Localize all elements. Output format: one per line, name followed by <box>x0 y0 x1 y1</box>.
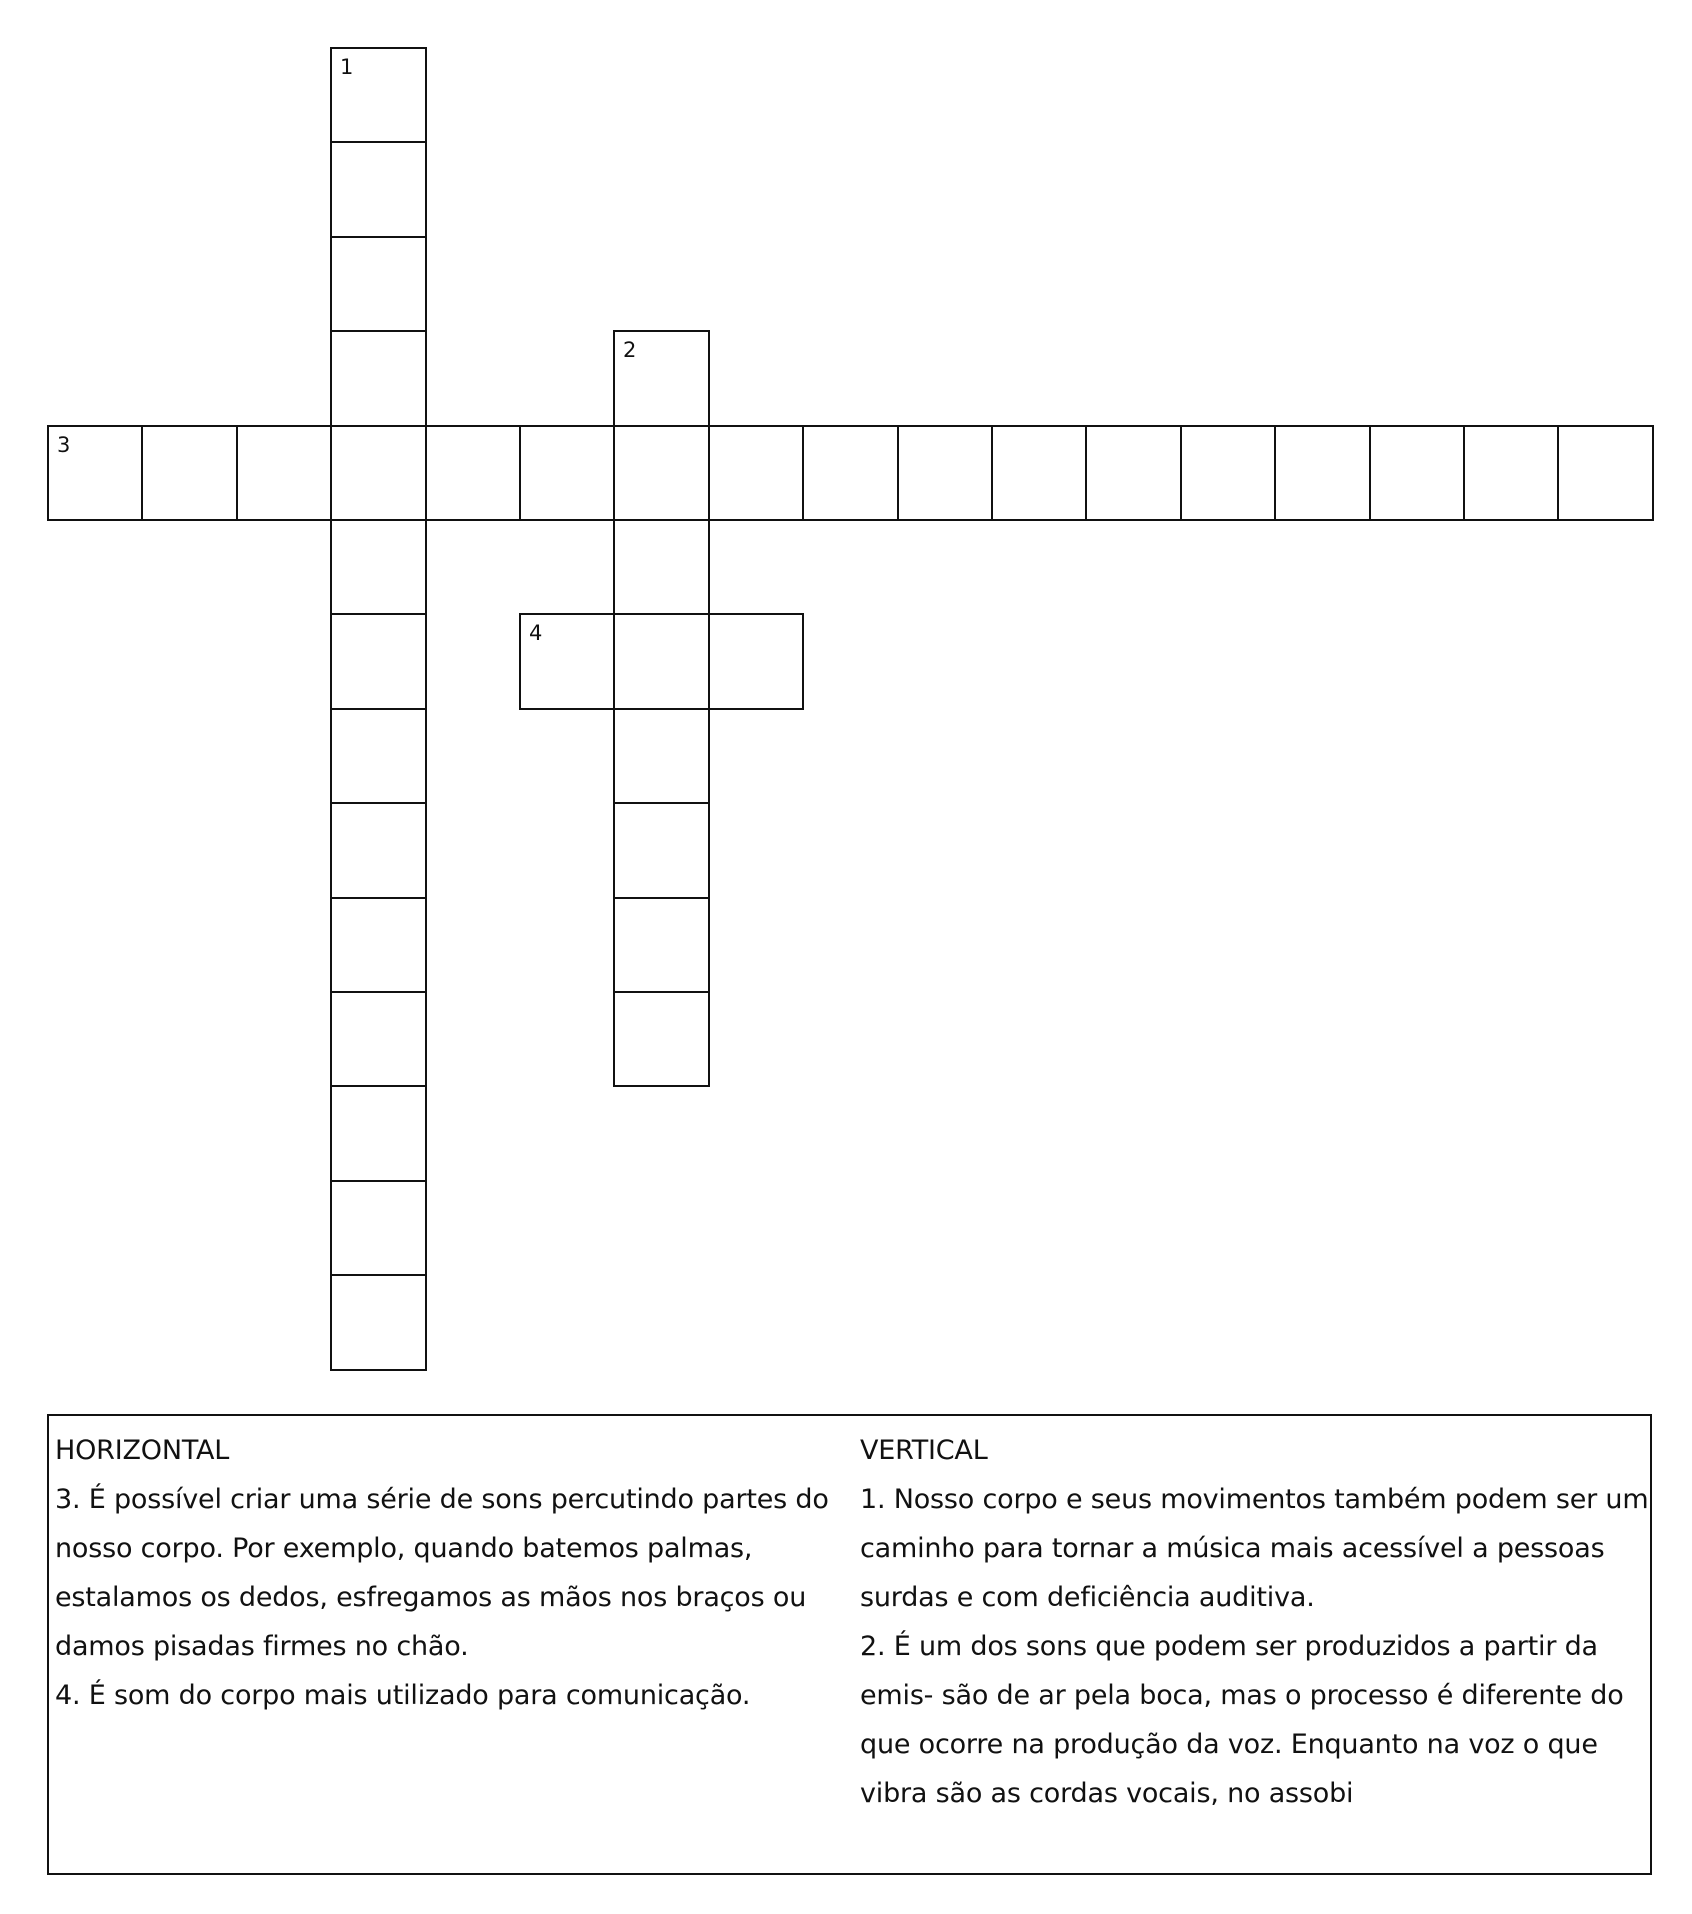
grid-cell[interactable] <box>613 330 710 427</box>
grid-cell[interactable] <box>330 47 427 143</box>
grid-cell[interactable] <box>330 802 427 899</box>
grid-cell[interactable] <box>1085 425 1182 521</box>
grid-cell[interactable] <box>1274 425 1371 521</box>
grid-cell[interactable] <box>613 519 710 615</box>
grid-cell[interactable] <box>330 425 427 521</box>
cell-number: 2 <box>623 338 637 362</box>
grid-cell[interactable] <box>613 425 710 521</box>
grid-cell[interactable] <box>330 991 427 1087</box>
grid-cell[interactable] <box>708 613 804 710</box>
horizontal-heading: HORIZONTAL <box>55 1435 230 1466</box>
grid-cell[interactable] <box>47 425 143 521</box>
grid-cell[interactable] <box>897 425 993 521</box>
grid-cell[interactable] <box>330 1180 427 1276</box>
grid-cell[interactable] <box>330 1274 427 1371</box>
clue-across-4: 4. É som do corpo mais utilizado para comunicação. <box>55 1680 751 1711</box>
cell-number: 1 <box>340 55 354 79</box>
grid-cell[interactable] <box>1369 425 1465 521</box>
grid-cell[interactable] <box>330 519 427 615</box>
grid-cell[interactable] <box>330 330 427 427</box>
clues-box <box>47 1414 1652 1875</box>
grid-cell[interactable] <box>1180 425 1276 521</box>
grid-cell[interactable] <box>1557 425 1654 521</box>
vertical-heading: VERTICAL <box>860 1435 988 1466</box>
grid-cell[interactable] <box>613 991 710 1087</box>
vertical-clues <box>860 1426 1650 1818</box>
grid-cell[interactable] <box>330 1085 427 1182</box>
grid-cell[interactable] <box>613 802 710 899</box>
grid-cell[interactable] <box>330 613 427 710</box>
grid-cell[interactable] <box>519 613 615 710</box>
cell-number: 3 <box>57 433 71 457</box>
grid-cell[interactable] <box>1463 425 1559 521</box>
grid-cell[interactable] <box>519 425 615 521</box>
clue-across-3: 3. É possível criar uma série de sons percutindo partes do nosso corpo. Por exemplo, quando batemos palmas, estalamos os dedos, esfregamos as mãos nos braços ou damos pisadas firmes no chão. <box>55 1484 829 1662</box>
clue-down-1: 1. Nosso corpo e seus movimentos também podem ser um caminho para tornar a música mais acessível a pessoas surdas e com deficiência auditiva. <box>860 1484 1649 1613</box>
grid-cell[interactable] <box>330 141 427 238</box>
grid-cell[interactable] <box>330 897 427 993</box>
grid-cell[interactable] <box>708 425 804 521</box>
clue-down-2: 2. É um dos sons que podem ser produzidos a partir da emis- são de ar pela boca, mas o processo é diferente do que ocorre na produção da voz. Enquanto na voz o que vibra são as cordas vocais, no assobi <box>860 1631 1624 1809</box>
grid-cell[interactable] <box>613 708 710 804</box>
grid-cell[interactable] <box>330 708 427 804</box>
grid-cell[interactable] <box>991 425 1087 521</box>
grid-cell[interactable] <box>613 897 710 993</box>
cell-number: 4 <box>529 621 543 645</box>
grid-cell[interactable] <box>141 425 238 521</box>
horizontal-clues <box>55 1426 855 1720</box>
grid-cell[interactable] <box>613 613 710 710</box>
grid-cell[interactable] <box>330 236 427 332</box>
grid-cell[interactable] <box>236 425 332 521</box>
grid-cell[interactable] <box>425 425 521 521</box>
grid-cell[interactable] <box>802 425 899 521</box>
